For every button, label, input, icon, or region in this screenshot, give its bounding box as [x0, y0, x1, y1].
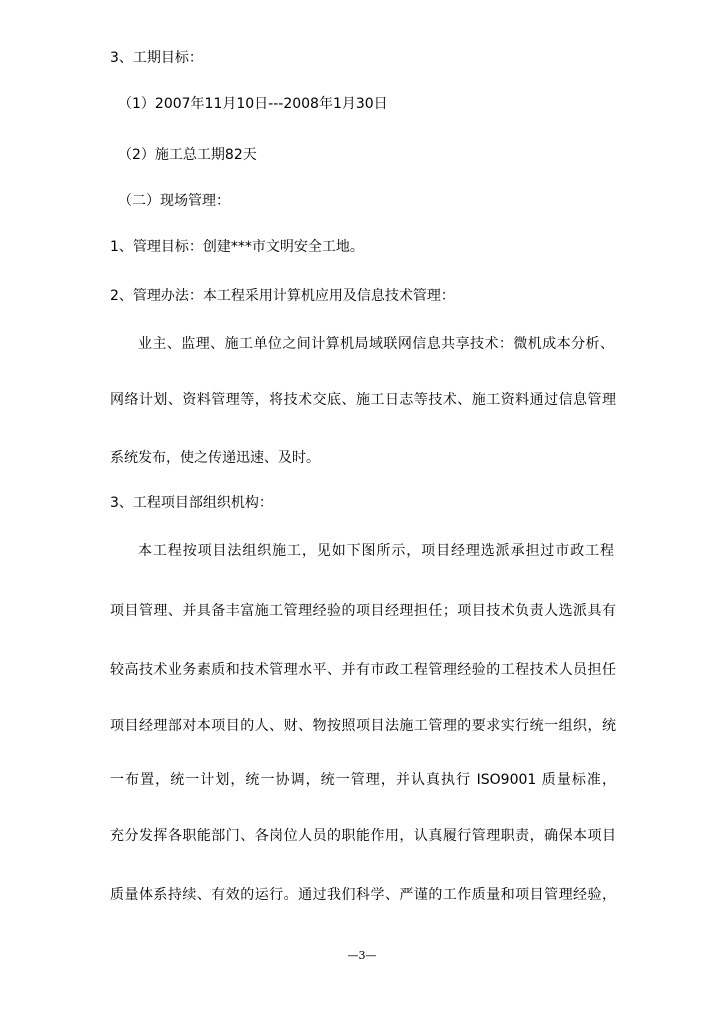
paragraph-line: 项目管理、并具备丰富施工管理经验的项目经理担任；项目技术负责人选派具有 — [110, 603, 616, 619]
section-heading-project-organization: 3、工程项目部组织机构： — [110, 495, 273, 511]
schedule-dates: （1）2007年11月10日---2008年1月30日 — [118, 96, 388, 112]
paragraph-line: 本工程按项目法组织施工，见如下图所示，项目经理选派承担过市政工程 — [138, 543, 614, 559]
page-number: —3— — [347, 949, 377, 962]
section-heading-site-management: （二）现场管理： — [118, 193, 230, 209]
paragraph-line: 网络计划、资料管理等，将技术交底、施工日志等技术、施工资料通过信息管理 — [110, 392, 616, 408]
paragraph-line: 质量体系持续、有效的运行。通过我们科学、严谨的工作质量和项目管理经验， — [110, 887, 616, 903]
paragraph-line: 项目经理部对本项目的人、财、物按照项目法施工管理的要求实行统一组织，统 — [110, 718, 616, 734]
management-method: 2、管理办法：本工程采用计算机应用及信息技术管理： — [110, 288, 455, 304]
paragraph-line: 较高技术业务素质和技术管理水平、并有市政工程管理经验的工程技术人员担任 — [110, 662, 616, 678]
paragraph-line: 一布置，统一计划，统一协调，统一管理，并认真执行 ISO9001 质量标准， — [110, 772, 616, 788]
management-goal: 1、管理目标：创建***市文明安全工地。 — [110, 239, 364, 255]
section-heading-schedule-goal: 3、工期目标： — [110, 50, 203, 66]
paragraph-line: 系统发布，使之传递迅速、及时。 — [110, 450, 320, 466]
total-duration: （2）施工总工期82天 — [118, 147, 257, 163]
paragraph-line: 业主、监理、施工单位之间计算机局域联网信息共享技术：微机成本分析、 — [138, 336, 614, 352]
paragraph-line: 充分发挥各职能部门、各岗位人员的职能作用，认真履行管理职责，确保本项目 — [110, 828, 616, 844]
